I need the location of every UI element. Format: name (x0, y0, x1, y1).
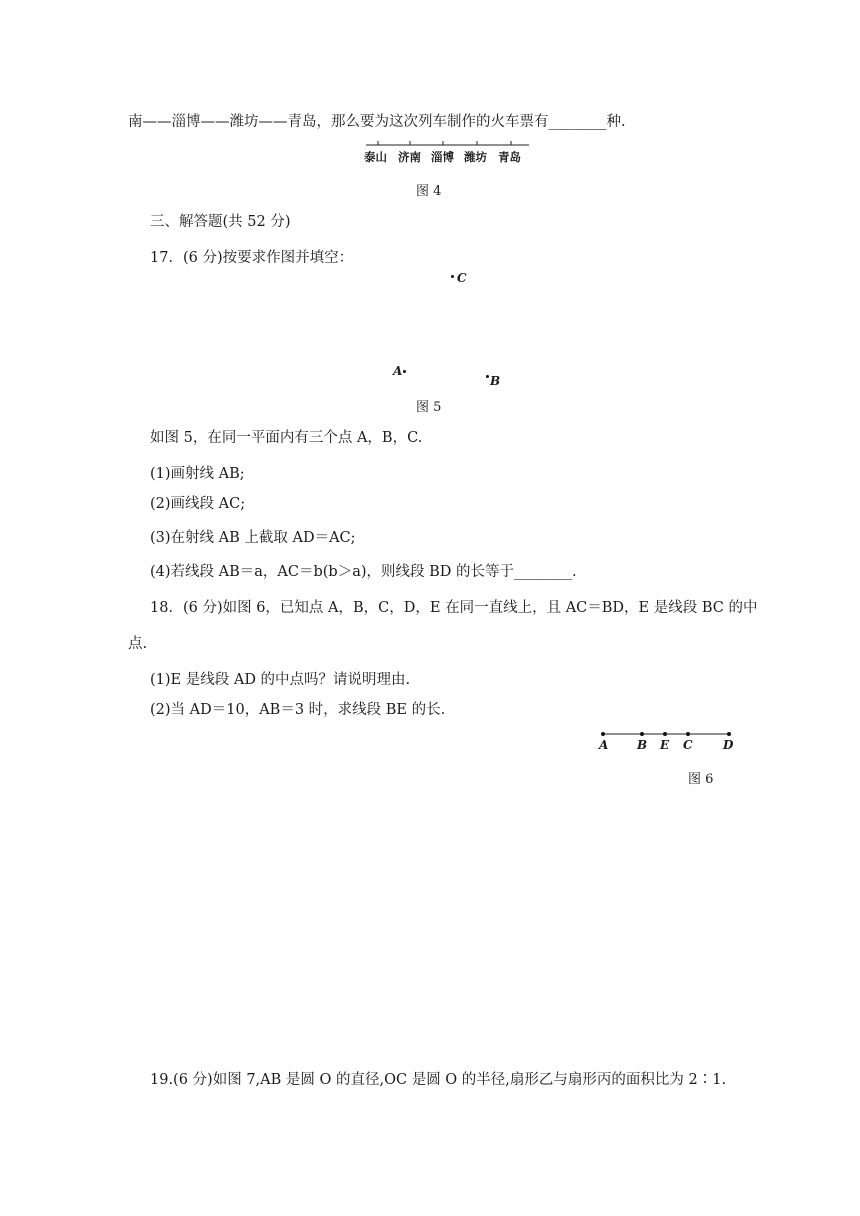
q18-item-1: (1)E 是线段 AD 的中点吗？请说明理由. (150, 672, 411, 688)
label-c: C (457, 271, 467, 285)
station-label-1: 泰山 (364, 150, 387, 164)
label-b: B (490, 374, 501, 388)
q18-text-line2: 点. (128, 636, 148, 652)
station-label-3: 淄博 (431, 150, 454, 164)
point-a-fig6 (601, 732, 605, 736)
q18-text-line1: 18．(6 分)如图 6，已知点 A，B，C，D，E 在同一直线上，且 AC＝BD，E 是线段 BC 的中 (150, 600, 758, 616)
station-label-5: 青岛 (498, 150, 521, 164)
fig6-caption: 图 6 (688, 772, 714, 787)
point-c-fig6 (686, 732, 690, 736)
point-e-fig6 (663, 732, 667, 736)
fig6-label-d: D (723, 738, 734, 752)
fig6-label-a: A (599, 738, 609, 752)
label-a: A (393, 364, 403, 378)
fig6-label-e: E (660, 738, 670, 752)
fig6-label-b: B (637, 738, 648, 752)
q17-item-4: (4)若线段 AB＝a，AC＝b(b＞a)，则线段 BD 的长等于________. (150, 564, 577, 580)
q16-text: 南——淄博——潍坊——青岛，那么要为这次列车制作的火车票有________种. (128, 114, 626, 130)
station-label-2: 济南 (398, 150, 421, 164)
fig5-caption: 图 5 (416, 400, 442, 415)
fig4-caption: 图 4 (416, 184, 442, 199)
q17-item-2: (2)画线段 AC; (150, 496, 246, 512)
station-label-4: 潍坊 (464, 150, 487, 164)
q17-heading: 17．(6 分)按要求作图并填空： (150, 250, 354, 266)
section3-title: 三、解答题(共 52 分) (150, 214, 291, 230)
q17-item-3: (3)在射线 AB 上截取 AD＝AC; (150, 530, 356, 546)
q17-item-1: (1)画射线 AB; (150, 466, 245, 482)
q17-intro: 如图 5，在同一平面内有三个点 A，B，C. (150, 430, 423, 446)
q18-item-2: (2)当 AD＝10，AB＝3 时，求线段 BE 的长. (150, 702, 446, 718)
q19-text: 19.(6 分)如图 7,AB 是圆 O 的直径,OC 是圆 O 的半径,扇形乙与扇形丙的面积比为 2∶1. (150, 1072, 727, 1088)
fig6-label-c: C (683, 738, 693, 752)
point-d-fig6 (727, 732, 731, 736)
point-b-fig6 (640, 732, 644, 736)
